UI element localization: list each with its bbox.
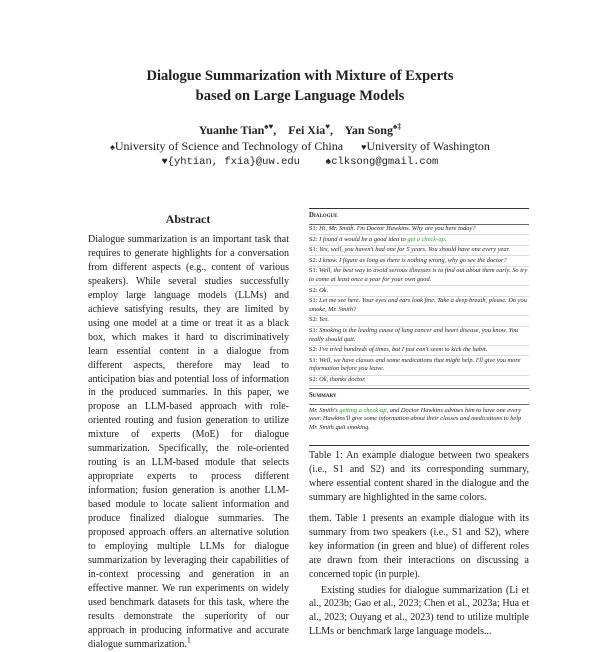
speaker-label: S1: [309,267,318,275]
speaker-label: S2: [309,346,318,354]
turn-text: Well, we have classes and some medications that might help. I'll give you more information before you leave. [309,356,521,373]
abstract-heading: Abstract [165,212,211,226]
dialogue-turns [309,225,529,387]
speaker-label: S2: [309,235,318,243]
email-line [40,154,560,171]
example-table [309,208,529,446]
summary-heading: Summary [309,388,529,405]
speaker-label: S2: [309,256,318,264]
turn-text: Smoking is the leading cause of lung cancer and heart disease, you know. You really should quit. [309,327,519,343]
title-line-2: based on Large Language Models [195,88,405,104]
dialogue-turn [309,256,529,267]
title-line-1: Dialogue Summarization with Mixture of Experts [146,68,454,84]
speaker-label: S1: [309,297,318,305]
author-marks: ♠‡ [392,122,402,131]
turn-highlight: get a check-up [407,235,445,243]
speaker-label: S2: [309,316,318,324]
affiliation-mark: ♥ [361,142,367,152]
abstract-text: Dialogue summarization is an important task that requires to generate highlights for a conversation from different aspects (e.g., content of various speakers). While several studies successfully employ large language models (LLMs) and achieve satisfying results, they are limited by using one model at a time or treat it as a black box, which makes it hard to discriminatively learn essential content in a dialogue from different aspects, therefore may lead to anticipation bias and potential loss of information in the produced summaries. In this paper, we propose an LLM-based approach with role-oriented routing and fusion generation to utilize mixture of experts (MoE) for dialogue summarization. Specifically, the role-oriented routing is an LLM-based module that selects appropriate experts to process different information; fusion generation is another LLM-based module to locate salient information and produce finalized dialogue summaries. The proposed approach offers an alternative solution to employing multiple LLMs for dialogue summarization by leveraging their capabilities of in-context processing and generation in an effective manner. We run experiments on widely used benchmark datasets for this task, where the results demonstrate the superiority of our approach in producing informative and accurate dialogue summarization. [88,234,289,650]
table-caption: Table 1: An example dialogue between two speakers (i.e., S1 and S2) and its corresponding summary, where essential content shared in the dialogue and the summary are highlighted in the same colors. [309,450,529,503]
dialogue-turn [309,376,529,387]
turn-text: Hi, Mr. Smith. I'm Doctor Hawkins. Why are you here today? [319,225,476,233]
right-paragraph-2: Existing studies for dialogue summarization (Li et al., 2023b; Gao et al., 2023; Chen et al., 2023a; Hua et al., 2023; Ouyang et al., 2023) tend to utilize multiple LLMs or benchmark large language models... [309,584,529,638]
speaker-label: S2: [309,376,318,383]
dialogue-turn [309,297,529,316]
dialogue-turn [309,356,529,375]
speaker-label: S2: [309,286,318,294]
affiliation-mark: ♠ [110,142,115,152]
dialogue-heading: Dialogue [309,209,529,225]
turn-text: Yes. [319,316,330,324]
turn-text: I know. I figure as long as there is nothing wrong, why go see the doctor? [319,256,507,264]
right-paragraph-1: them. Table 1 presents an example dialogue with its summary from two speakers (i.e., S1 and S2), where key information (in green and blue) of different roles are drawn from their interactions on discussing a concerned topic (in purple). [309,513,529,580]
affiliations [40,138,560,155]
turn-text: Let me see here. Your eyes and ears look fine. Take a deep breath, please. Do you smoke, Mr. Smith? [309,297,527,313]
turn-text: Well, the best way to avoid serious illnesses is to find out about them early. So try to come at least once a year for your own good. [309,267,528,284]
footnote-mark: 1 [186,635,191,645]
author-marks: ♥ [325,122,331,131]
author-list: Yuanhe Tian♠♥, Fei Xia♥, Yan Song♠‡ [198,122,402,137]
email-gmail: clksong@gmail.com [331,156,439,168]
right-column-body [309,512,529,639]
dialogue-turn [309,235,529,246]
turn-text: Ok. [319,286,329,294]
summary-text [309,405,529,433]
speaker-label: S1: [309,246,318,254]
paper-title [60,66,540,106]
author-name: Yuanhe Tian [198,123,265,137]
dialogue-turn [309,286,529,297]
author-name: Fei Xia [288,123,326,137]
turn-text: Ok, thanks doctor. [319,376,366,383]
turn-text: I've tried hundreds of times, but I just can't seem to kick the habit. [319,346,488,354]
summary-pre: Mr. Smith's [309,406,340,414]
dialogue-turn [309,346,529,357]
abstract-body [88,233,289,652]
affiliation-uw: University of Washington [366,139,490,153]
dialogue-turn [309,267,529,286]
summary-highlight: getting a check-up [339,406,387,414]
dialogue-turn [309,327,529,346]
turn-text-end: . [444,235,447,243]
speaker-label: S1: [309,327,318,335]
speaker-label: S1: [309,356,318,364]
turn-text: Yes, well, you haven't had one for 5 years. You should have one every year. [319,246,510,254]
author-marks: ♠♥ [264,122,274,131]
speaker-label: S1: [309,225,318,233]
email-uw: {yhtian, fxia}@uw.edu [167,156,300,168]
dialogue-turn [309,246,529,257]
email-mark: ♥ [161,157,168,168]
author-name: Yan Song [344,123,393,137]
email-mark: ♠ [325,157,332,168]
turn-text: I found it would be a good idea to [319,235,408,243]
affiliation-ustc: University of Science and Technology of China [114,139,344,153]
summary-rest: , and Doctor Hawkins advises him to have one every year. Hawkins'll give some information about their classes and medications to help Mr. Smith quit smoking. [309,406,522,431]
dialogue-turn [309,316,529,327]
dialogue-turn [309,225,529,236]
